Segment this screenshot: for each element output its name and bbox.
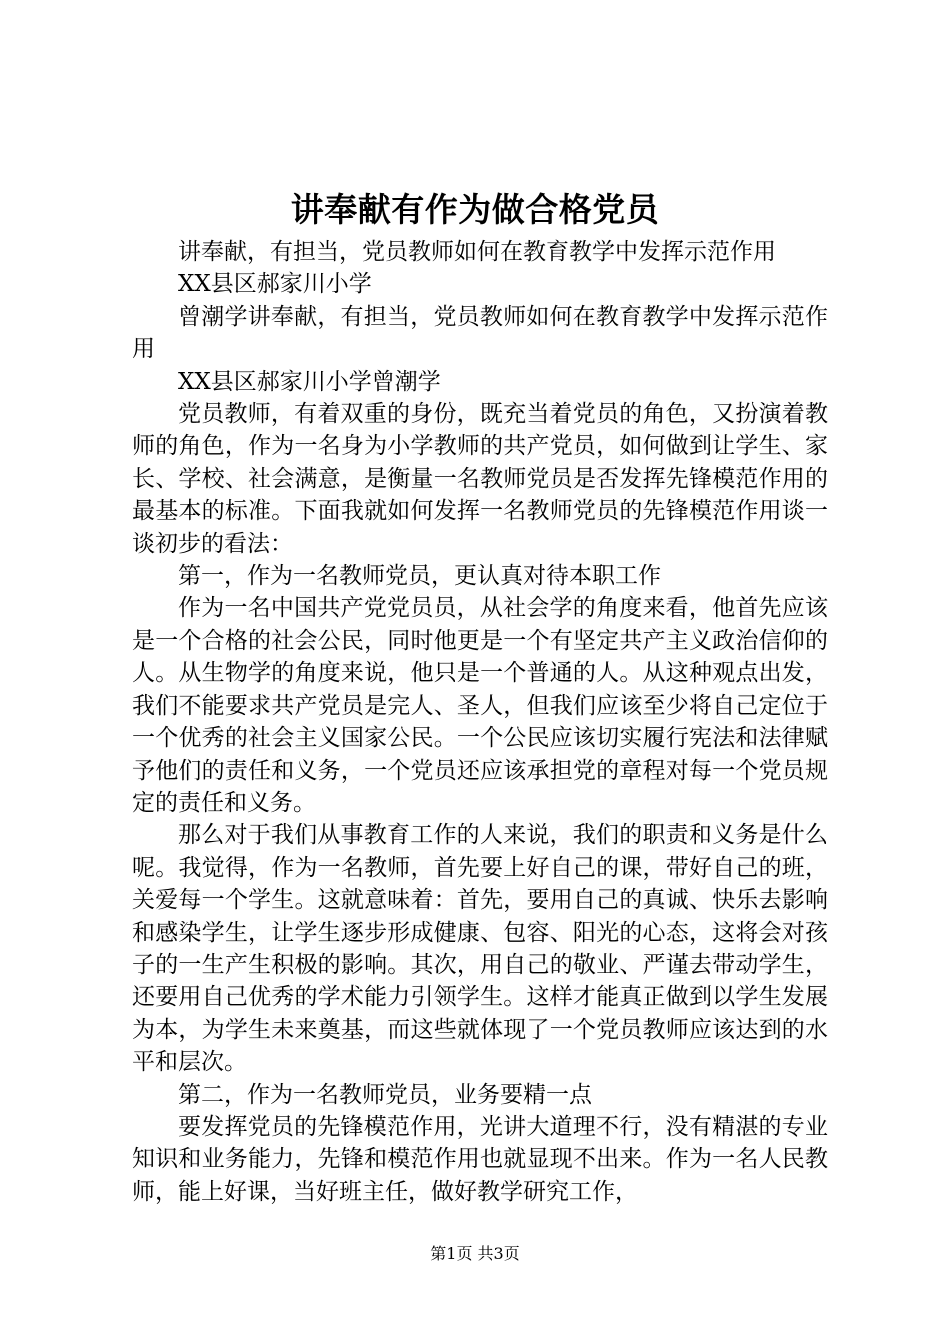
paragraph-school: XX县区郝家川小学 xyxy=(178,271,372,298)
paragraph-body: 那么对于我们从事教育工作的人来说，我们的职责和义务是什么呢。我觉得，作为一名教师，首先要上好自己的课，带好自己的班，关爱每一个学生。这就意味着：首先，要用自己的真诚、快乐去影响和感染学生，让学生逐步形成健康、包容、阳光的心态，这将会对孩子的一生产生积极的影响。其次，用自己的敬业、严谨去带动学生，还要用自己优秀的学术能力引领学生。这样才能真正做到以学生发展为本，为学生未来奠基，而这些就体现了一个党员教师应该达到的水平和层次。 xyxy=(132,822,828,1076)
document-body xyxy=(132,236,828,1208)
paragraph-subtitle: 讲奉献，有担当，党员教师如何在教育教学中发挥示范作用 xyxy=(178,239,776,265)
document-title: 讲奉献有作为做合格党员 xyxy=(290,190,660,229)
page-footer: 第1页 共3页 xyxy=(430,1244,520,1263)
section-heading-second: 第二，作为一名教师党员，业务要精一点 xyxy=(178,1081,592,1108)
paragraph-school-author: XX县区郝家川小学曾潮学 xyxy=(178,368,441,395)
paragraph-body: 作为一名中国共产党党员员，从社会学的角度来看，他首先应该是一个合格的社会公民，同时他更是一个有坚定共产主义政治信仰的人。从生物学的角度来说，他只是一个普通的人。从这种观点出发，我们不能要求共产党员是完人、圣人，但我们应该至少将自己定位于一个优秀的社会主义国家公民。一个公民应该切实履行宪法和法律赋予他们的责任和义务，一个党员还应该承担党的章程对每一个党员规定的责任和义务。 xyxy=(132,595,828,816)
paragraph-body: 要发挥党员的先锋模范作用，光讲大道理不行，没有精湛的专业知识和业务能力，先锋和模范作用也就显现不出来。作为一名人民教师，能上好课，当好班主任，做好教学研究工作， xyxy=(132,1113,828,1205)
section-heading-first: 第一，作为一名教师党员，更认真对待本职工作 xyxy=(178,563,661,590)
paragraph-author-subtitle: 曾潮学讲奉献，有担当，党员教师如何在教育教学中发挥示范作用 xyxy=(132,303,828,363)
paragraph-intro: 党员教师，有着双重的身份，既充当着党员的角色，又扮演着教师的角色，作为一名身为小学教师的共产党员，如何做到让学生、家长、学校、社会满意，是衡量一名教师党员是否发挥先锋模范作用的最基本的标准。下面我就如何发挥一名教师党员的先锋模范作用谈一谈初步的看法： xyxy=(132,401,828,557)
